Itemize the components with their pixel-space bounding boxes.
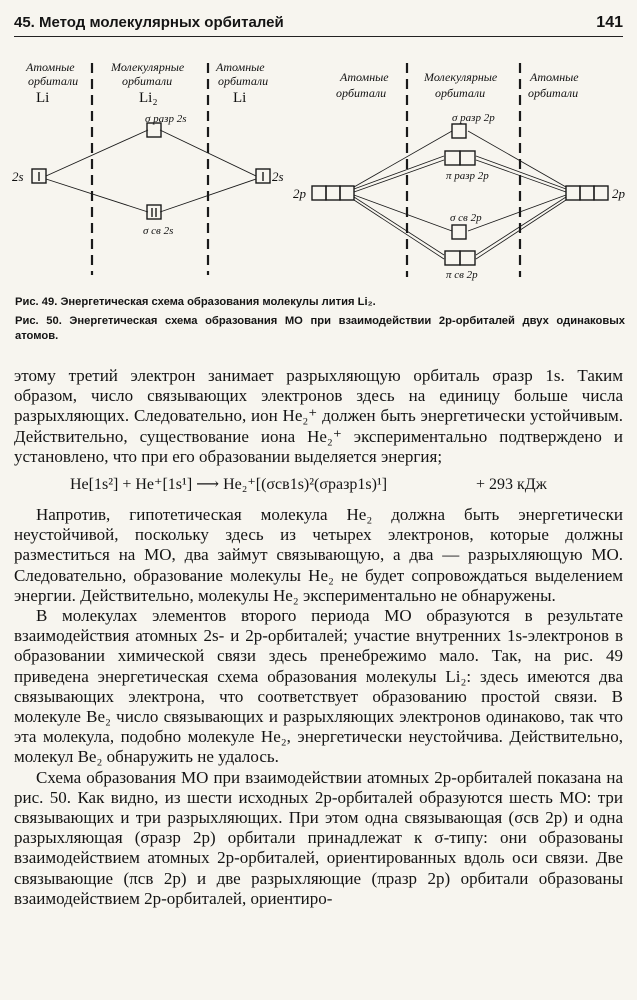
fig49-col-left-line2: орбитали [28,74,79,88]
fig49-bonding-box [147,205,161,219]
fig50-right-ao-box-1 [566,186,580,200]
fig50-right-ao-box-3 [594,186,608,200]
fig50-left-ao-box-1 [312,186,326,200]
fig49-antibonding-label: σ разр 2s [145,113,187,125]
paragraph-4: Схема образования МО при взаимодействии атомных 2p-орбиталей показана на рис. 50. Как видно, из шести исходных 2p-орбиталей образуются шесть МО: три связывающих и три разрыхляющих. При этом одна связывающая (σсв 2p) и одна разрыхляющая (σразр 2p) орбитали принадлежат к σ-типу: они образованы взаимодействием атомных 2p-орбиталей, ориентированных вдоль оси связи. Две связывающие (πсв 2p) и две разрыхляющие (πразр 2p) орбитали образованы взаимодействием 2p-орбиталей, ориентиро- [14,767,623,908]
fig49-col-mid-line3: Li₂ [139,90,158,106]
fig50-right-ao-label: 2p [612,186,625,201]
fig50-left-ao-box-3 [340,186,354,200]
equation [14,475,623,497]
fig49-left-ao-label: 2s [12,169,24,184]
fig50-sigma-bonding-box [452,225,466,239]
body-text [14,366,623,909]
fig49-col-mid-line1: Молекулярные [111,60,185,74]
paragraph-1: этому третий электрон занимает разрыхляющую орбиталь σразр 1s. Таким образом, число связывающих электронов здесь на единицу больше числа разрыхляющих. Следовательно, ион He₂⁺ должен быть энергетически устойчивым. Действительно, существование иона He₂⁺ экспериментально подтверждено и установлено, что при его образовании выделяется энергия; [14,366,623,466]
fig50-sigma-antibonding-label: σ разр 2p [452,112,495,124]
fig50-sigma-antibonding-box [452,124,466,138]
equation-rhs: + 293 кДж [476,476,547,494]
fig50-left-ao-box-2 [326,186,340,200]
fig49-col-left-line1: Атомные [26,60,75,74]
fig50-pi-bonding-box-2 [460,251,475,265]
energy-diagrams [0,45,637,290]
paragraph-3: В молекулах элементов второго периода МО образуются в результате взаимодействия атомных 2s- и 2p-орбиталей; участие внутренних 1s-электронов в образовании химической связи здесь пренебрежимо мало. Так, на рис. 49 приведена энергетическая схема образования молекулы Li₂: здесь имеются два связывающих электрона, что соответствует образованию простой связи. В молекуле Be₂ число связывающих и разрыхляющих электронов одинаково, так что эта молекула, подобно молекуле He₂, энергетически неустойчива. Действительно, молекул Be₂ обнаружить не удалось. [14,606,623,767]
fig49-right-ao-label: 2s [272,169,284,184]
fig50-pi-antibonding-box-2 [460,151,475,165]
fig50-col-right-line2: орбитали [528,86,579,100]
fig50-col-left-line2: орбитали [336,86,387,100]
section-title: 45. Метод молекулярных орбиталей [14,14,284,31]
equation-lhs: He[1s²] + He⁺[1s¹] ⟶ He₂⁺[(σсв1s)²(σразр1s)¹] [70,476,388,494]
fig50-pi-antibonding-label: π разр 2p [446,170,489,182]
fig49-col-right-line1: Атомные [216,60,265,74]
fig50-col-right-line1: Атомные [530,70,579,84]
fig50-caption: Рис. 50. Энергетическая схема образования МО при взаимодействии 2p-орбиталей двух одинаковых атомов. [15,315,625,342]
fig50-col-mid-line1: Молекулярные [424,70,498,84]
fig49-caption: Рис. 49. Энергетическая схема образования молекулы лития Li₂. [15,296,376,308]
fig50-pi-antibonding-box-1 [445,151,460,165]
figures-area [0,45,637,290]
fig50-right-ao-box-2 [580,186,594,200]
fig50-col-mid-line2: орбитали [435,86,486,100]
fig50-pi-bonding-box-1 [445,251,460,265]
fig49-col-mid-line2: орбитали [122,74,173,88]
fig50-col-left-line1: Атомные [340,70,389,84]
fig50-pi-bonding-label: π св 2p [446,269,478,281]
fig49-antibonding-box [147,123,161,137]
fig50-sigma-bonding-label: σ св 2p [450,212,482,224]
running-header [14,12,623,37]
fig49-col-right-line2: орбитали [218,74,269,88]
fig49-col-left-line3: Li [36,90,50,106]
figure-captions [15,295,625,348]
fig49-col-right-line3: Li [233,90,247,106]
fig50-left-ao-label: 2p [293,186,306,201]
page-number: 141 [596,14,623,31]
fig49-bonding-label: σ св 2s [143,225,174,237]
paragraph-2: Напротив, гипотетическая молекула He₂ должна быть энергетически неустойчивой, поскольку здесь из четырех электронов, которые должны разместиться на МО, два займут связывающую, а два — разрыхляющую МО. Следовательно, образование молекулы He₂ не будет сопровождаться выделением энергии. Действительно, молекулы He₂ экспериментально не обнаружены. [14,505,623,605]
